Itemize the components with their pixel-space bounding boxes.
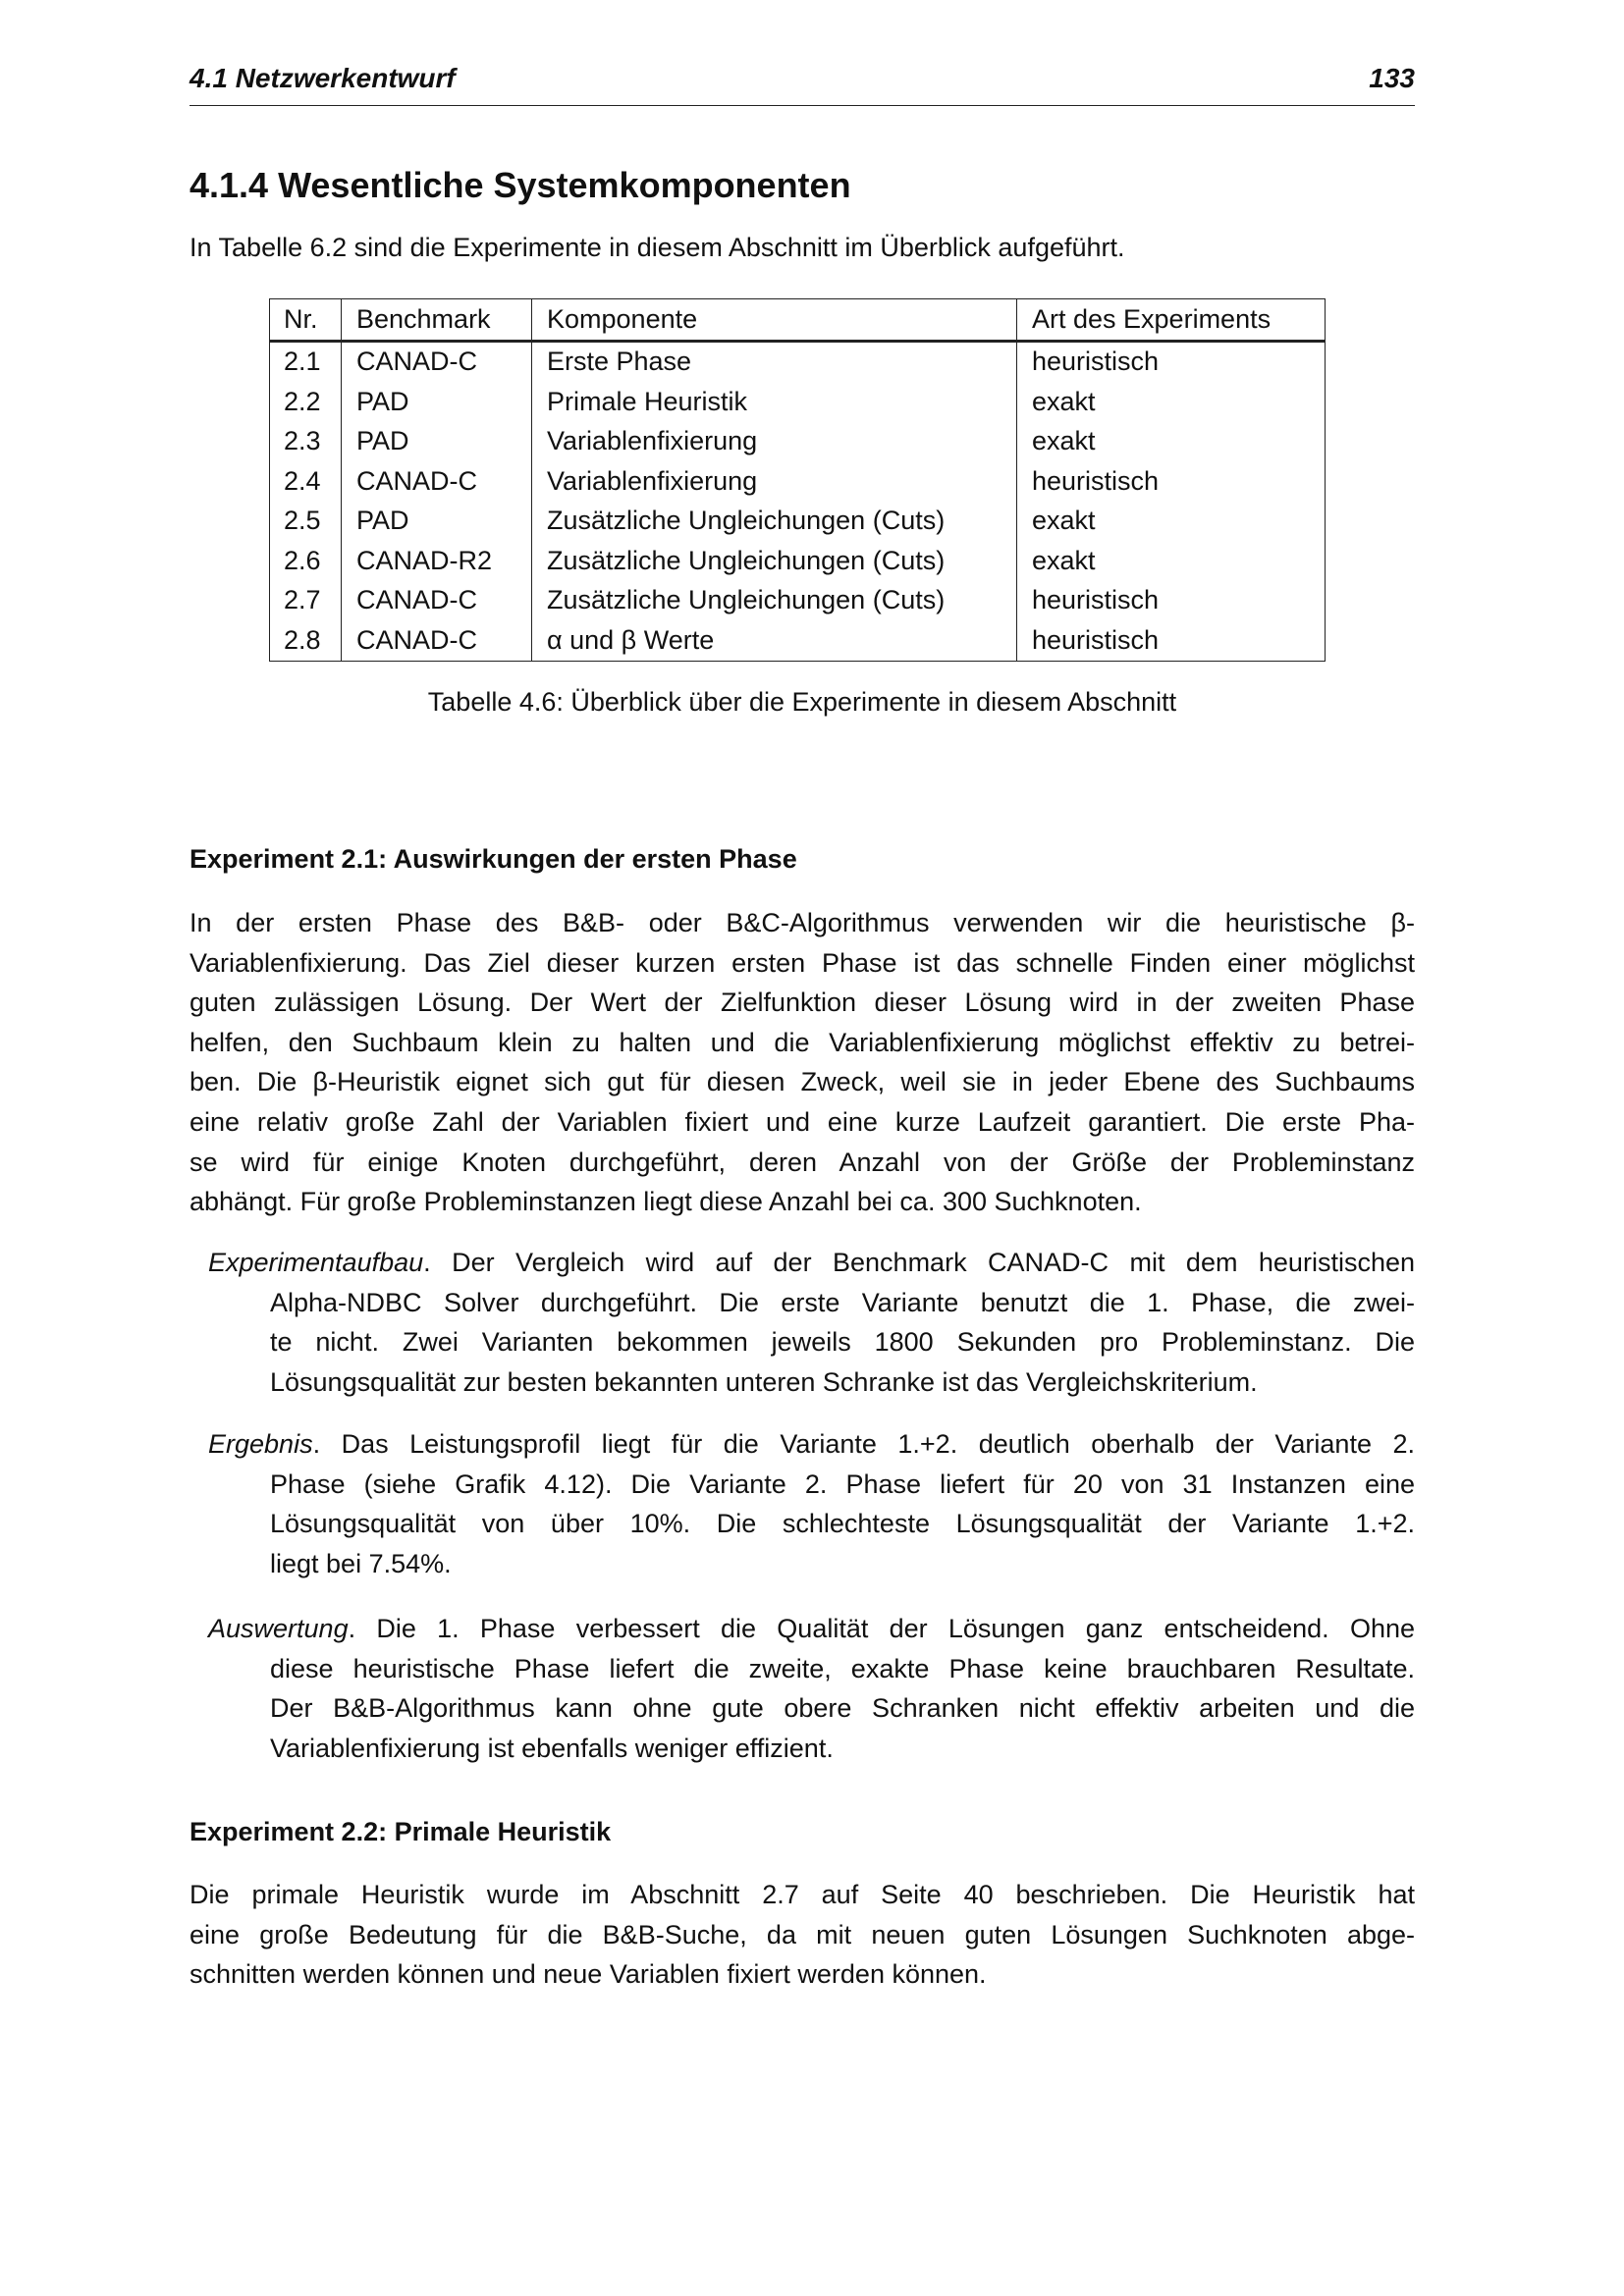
column-header: Nr. xyxy=(270,299,342,342)
table-row xyxy=(270,581,1326,621)
section-heading: 4.1.4 Wesentliche Systemkomponenten xyxy=(189,165,851,205)
aufbau-first-line xyxy=(208,1243,1415,1283)
ergebnis-first-text: . Das Leistungsprofil liegt für die Variante 1.+2. deutlich oberhalb der Variante 2. xyxy=(312,1429,1415,1459)
text-line: te nicht. Zwei Varianten bekommen jeweils 1800 Sekunden pro Probleminstanz. Die xyxy=(270,1327,1415,1358)
column-header: Art des Experiments xyxy=(1017,299,1326,342)
experiment-2-1-paragraph xyxy=(189,903,1415,1222)
table-cell: PAD xyxy=(342,382,532,422)
table-caption-text: Tabelle 4.6: Überblick über die Experimente in diesem Abschnitt xyxy=(427,687,1177,717)
table-row xyxy=(270,541,1326,581)
table-cell: exakt xyxy=(1017,541,1326,581)
table-cell: PAD xyxy=(342,502,532,542)
auswertung-paragraph xyxy=(270,1649,1415,1769)
table-cell: 2.6 xyxy=(270,541,342,581)
text-line: Alpha-NDBC Solver durchgeführt. Die erste Variante benutzt die 1. Phase, die zwei- xyxy=(270,1287,1415,1317)
text-line: Phase (siehe Grafik 4.12). Die Variante 2. Phase liefert für 20 von 31 Instanzen eine xyxy=(270,1468,1415,1499)
text-line: helfen, den Suchbaum klein zu halten und die Variablenfixierung möglichst effektiv zu betrei- xyxy=(189,1027,1415,1057)
table-cell: 2.2 xyxy=(270,382,342,422)
page-number: 133 xyxy=(1369,63,1415,93)
table-cell: Primale Heuristik xyxy=(532,382,1017,422)
column-header: Komponente xyxy=(532,299,1017,342)
text-line: Lösungsqualität zur besten bekannten unteren Schranke ist das Vergleichskriterium. xyxy=(270,1366,1258,1397)
table-cell: exakt xyxy=(1017,422,1326,462)
table-cell: CANAD-C xyxy=(342,461,532,502)
table-row xyxy=(270,502,1326,542)
table-row xyxy=(270,382,1326,422)
text-line: Lösungsqualität von über 10%. Die schlechteste Lösungsqualität der Variante 1.+2. xyxy=(270,1509,1415,1539)
column-header: Benchmark xyxy=(342,299,532,342)
text-line: liegt bei 7.54%. xyxy=(270,1548,452,1578)
table-row xyxy=(270,422,1326,462)
table-cell: CANAD-C xyxy=(342,620,532,661)
table-cell: 2.4 xyxy=(270,461,342,502)
table-cell: Variablenfixierung xyxy=(532,422,1017,462)
text-line: se wird für einige Knoten durchgeführt, deren Anzahl von der Größe der Probleminstanz xyxy=(189,1147,1415,1177)
text-line: schnitten werden können und neue Variablen fixiert werden können. xyxy=(189,1959,987,1990)
text-line: abhängt. Für große Probleminstanzen liegt diese Anzahl bei ca. 300 Suchknoten. xyxy=(189,1187,1142,1217)
auswertung-first-line xyxy=(208,1609,1415,1649)
table-cell: heuristisch xyxy=(1017,461,1326,502)
text-line: Variablenfixierung. Das Ziel dieser kurzen ersten Phase ist das schnelle Finden einer möglichst xyxy=(189,947,1415,978)
table-cell: Zusätzliche Ungleichungen (Cuts) xyxy=(532,502,1017,542)
text-line: Der B&B-Algorithmus kann ohne gute obere Schranken nicht effektiv arbeiten und die xyxy=(270,1693,1415,1724)
text-line: ben. Die β-Heuristik eignet sich gut für diesen Zweck, weil sie in jeder Ebene des Suchbaums xyxy=(189,1067,1415,1097)
text-line: Variablenfixierung ist ebenfalls weniger effizient. xyxy=(270,1733,834,1763)
table-cell: exakt xyxy=(1017,502,1326,542)
experiments-table xyxy=(269,298,1326,662)
table-cell: heuristisch xyxy=(1017,341,1326,382)
table-cell: 2.8 xyxy=(270,620,342,661)
running-header-section: 4.1 Netzwerkentwurf xyxy=(189,63,456,93)
table-cell: CANAD-R2 xyxy=(342,541,532,581)
table-cell: α und β Werte xyxy=(532,620,1017,661)
intro-text: In Tabelle 6.2 sind die Experimente in diesem Abschnitt im Überblick aufgeführt. xyxy=(189,233,1125,262)
table-cell: CANAD-C xyxy=(342,341,532,382)
table-cell: Variablenfixierung xyxy=(532,461,1017,502)
ergebnis-first-line xyxy=(208,1424,1415,1465)
text-line: eine relativ große Zahl der Variablen fixiert und eine kurze Laufzeit garantiert. Die erste Pha- xyxy=(189,1106,1415,1137)
table-cell: PAD xyxy=(342,422,532,462)
ergebnis-label: Ergebnis xyxy=(208,1429,313,1459)
auswertung-label: Auswertung xyxy=(208,1614,349,1643)
text-line: diese heuristische Phase liefert die zweite, exakte Phase keine brauchbaren Resultate. xyxy=(270,1653,1415,1683)
table-row xyxy=(270,620,1326,661)
table-row xyxy=(270,341,1326,382)
header-rule xyxy=(189,105,1415,106)
table-header-row xyxy=(270,299,1326,342)
table-cell: heuristisch xyxy=(1017,620,1326,661)
table-cell: heuristisch xyxy=(1017,581,1326,621)
table-row xyxy=(270,461,1326,502)
experiment-2-1-heading: Experiment 2.1: Auswirkungen der ersten Phase xyxy=(189,844,797,874)
text-line: eine große Bedeutung für die B&B-Suche, da mit neuen guten Lösungen Suchknoten abge- xyxy=(189,1919,1415,1949)
table-cell: CANAD-C xyxy=(342,581,532,621)
table-cell: 2.1 xyxy=(270,341,342,382)
ergebnis-paragraph xyxy=(270,1465,1415,1584)
text-line: Die primale Heuristik wurde im Abschnitt 2.7 auf Seite 40 beschrieben. Die Heuristik hat xyxy=(189,1880,1415,1909)
table-caption xyxy=(0,687,1624,718)
table-cell: 2.7 xyxy=(270,581,342,621)
table-cell: exakt xyxy=(1017,382,1326,422)
experiment-2-2-paragraph xyxy=(189,1875,1415,1995)
aufbau-first-text: . Der Vergleich wird auf der Benchmark CANAD-C mit dem heuristischen xyxy=(423,1248,1415,1277)
text-line: guten zulässigen Lösung. Der Wert der Zielfunktion dieser Lösung wird in der zweiten Phase xyxy=(189,988,1415,1018)
aufbau-label: Experimentaufbau xyxy=(208,1248,424,1277)
table-cell: Zusätzliche Ungleichungen (Cuts) xyxy=(532,541,1017,581)
experiment-2-2-heading: Experiment 2.2: Primale Heuristik xyxy=(189,1817,612,1846)
table-cell: 2.3 xyxy=(270,422,342,462)
auswertung-first-text: . Die 1. Phase verbessert die Qualität der Lösungen ganz entscheidend. Ohne xyxy=(348,1614,1415,1643)
table-cell: Erste Phase xyxy=(532,341,1017,382)
aufbau-paragraph xyxy=(270,1283,1415,1403)
text-line: In der ersten Phase des B&B- oder B&C-Algorithmus verwenden wir die heuristische β- xyxy=(189,908,1415,937)
table-cell: Zusätzliche Ungleichungen (Cuts) xyxy=(532,581,1017,621)
table-cell: 2.5 xyxy=(270,502,342,542)
